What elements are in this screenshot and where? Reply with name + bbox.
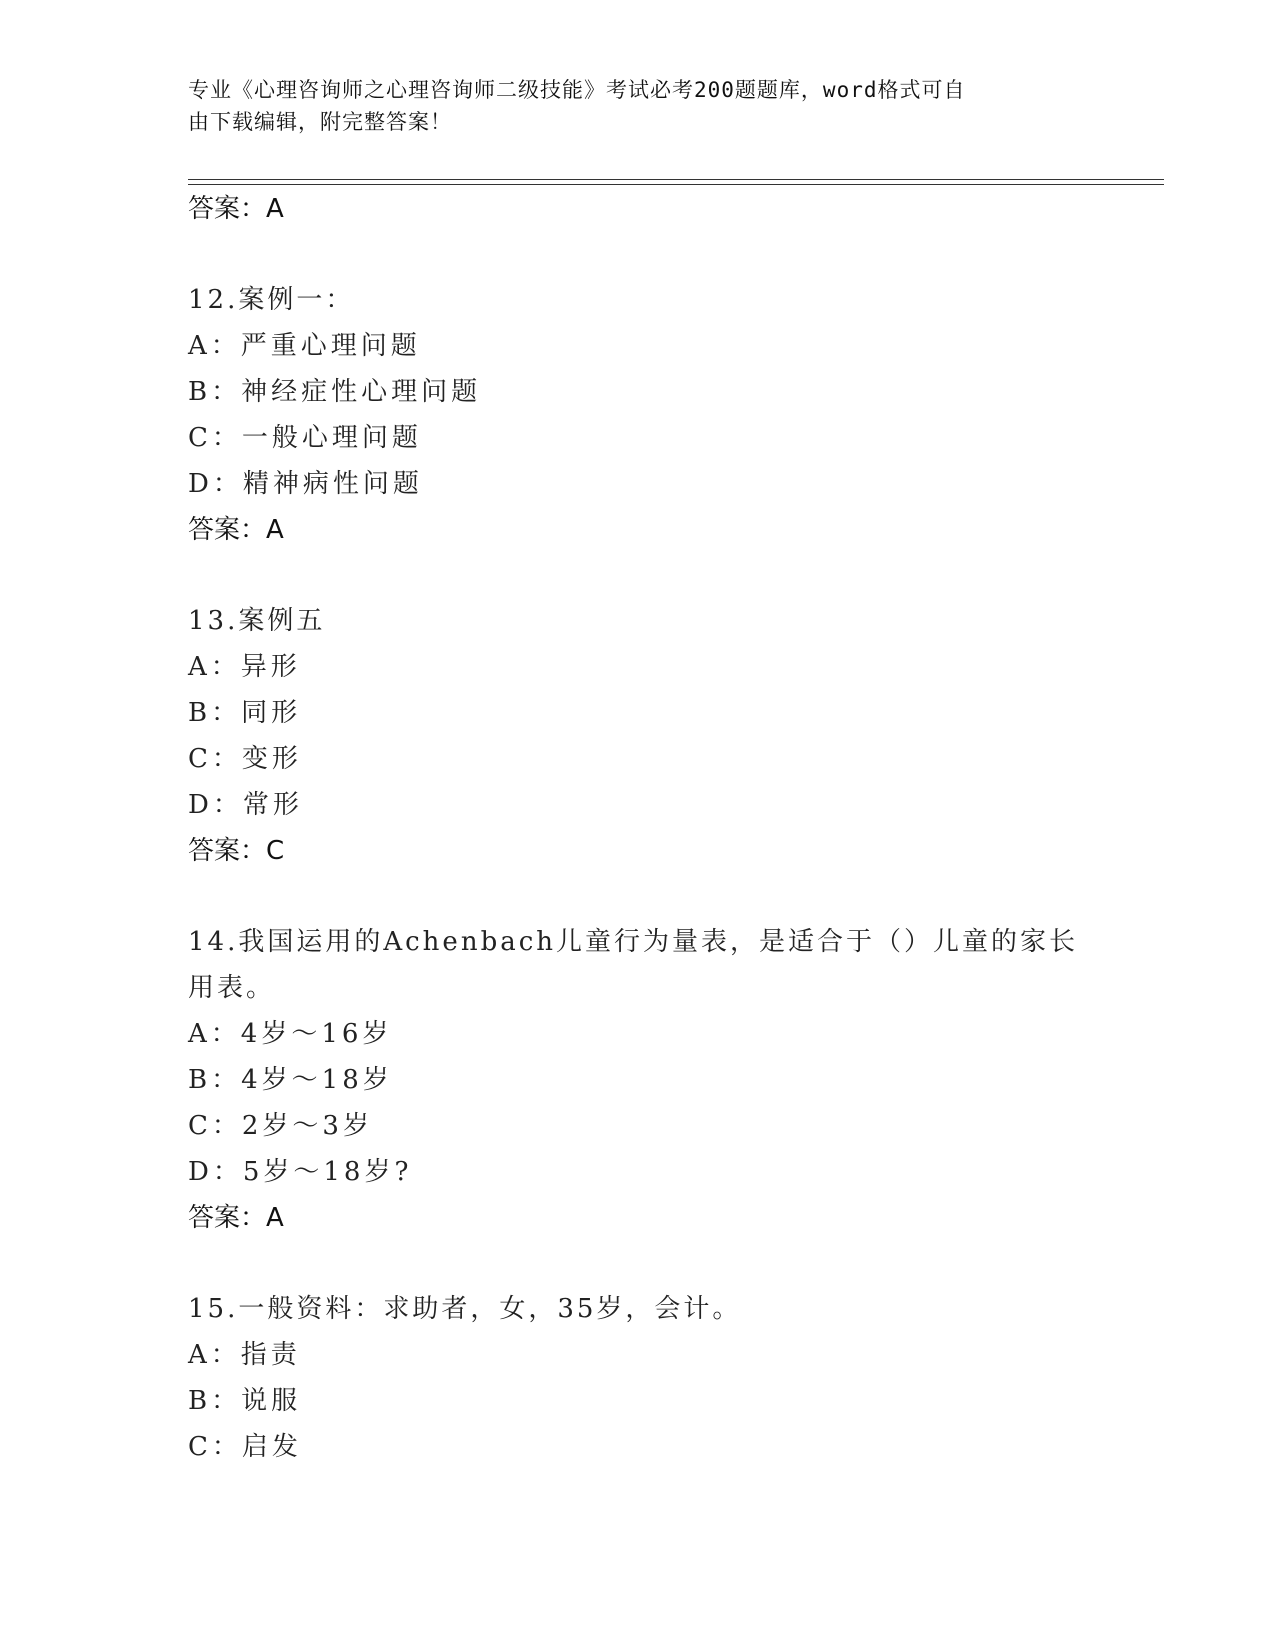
option-a: A：严重心理问题	[188, 331, 421, 361]
option-b: B：神经症性心理问题	[188, 377, 482, 407]
question-stem: 15.一般资料：求助者，女，35岁，会计。	[188, 1294, 742, 1324]
option-b: B：4岁～18岁	[188, 1065, 393, 1095]
answer-label: 答案：A	[188, 194, 284, 224]
option-a: A：4岁～16岁	[188, 1019, 393, 1049]
option-c: C：2岁～3岁	[188, 1111, 373, 1141]
header-line-1: 专业《心理咨询师之心理咨询师二级技能》考试必考200题题库，word格式可自	[188, 78, 966, 102]
question-stem: 13.案例五	[188, 606, 326, 636]
document-header	[188, 74, 1068, 138]
question-list	[188, 186, 1088, 1470]
option-b: B：说服	[188, 1386, 302, 1416]
option-d: D：精神病性问题	[188, 469, 423, 499]
option-c: C：变形	[188, 744, 302, 774]
option-a: A：异形	[188, 652, 301, 682]
question-stem: 14.我国运用的Achenbach儿童行为量表，是适合于（）儿童的家长用表。	[188, 927, 1079, 1003]
option-c: C：启发	[188, 1432, 302, 1462]
answer-label: 答案：A	[188, 1203, 284, 1233]
option-d: D：5岁～18岁?	[188, 1157, 413, 1187]
option-d: D：常形	[188, 790, 303, 820]
answer-label: 答案：A	[188, 515, 284, 545]
option-a: A：指责	[188, 1340, 301, 1370]
option-b: B：同形	[188, 698, 302, 728]
header-line-2: 由下载编辑，附完整答案！	[188, 110, 452, 134]
answer-label: 答案：C	[188, 836, 285, 866]
question-stem: 12.案例一：	[188, 285, 355, 315]
header-divider-bottom	[188, 184, 1164, 185]
option-c: C：一般心理问题	[188, 423, 422, 453]
question-13	[188, 598, 1088, 874]
question-12	[188, 277, 1088, 553]
question-14	[188, 919, 1088, 1241]
question-15	[188, 1286, 1088, 1470]
header-divider-top	[188, 179, 1164, 180]
